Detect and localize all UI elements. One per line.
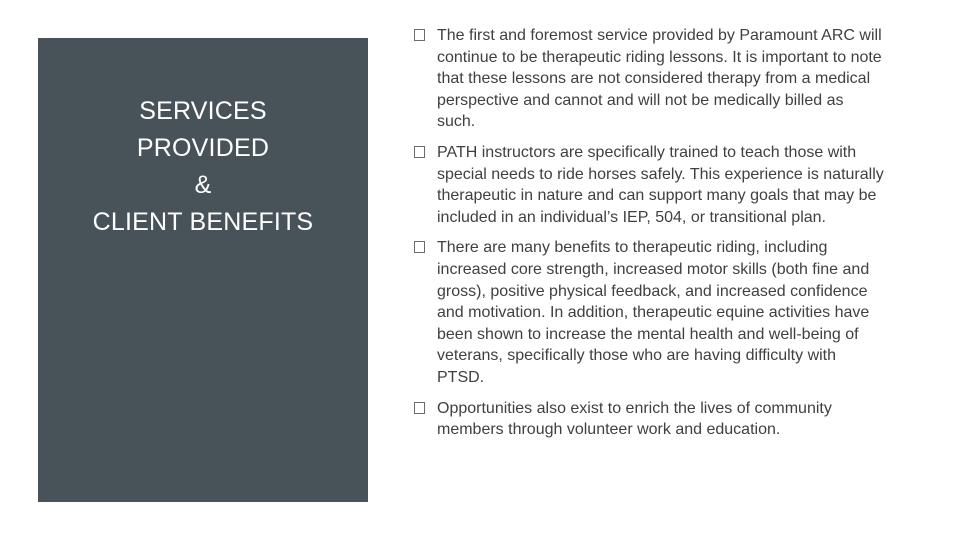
bullet-text: There are many benefits to therapeutic riding, including increased core strength, increased motor skills (both fine and gross), positive physical feedback, and increased confidence and motivation. In addition, therapeutic equine activities have been shown to increase the mental health and well-being of veterans, specifically those who are having difficulty with PTSD. xyxy=(437,239,870,386)
title-line: SERVICES xyxy=(139,97,267,125)
square-bullet-icon xyxy=(414,241,425,253)
square-bullet-icon xyxy=(414,402,425,414)
square-bullet-icon xyxy=(414,146,425,158)
square-bullet-icon xyxy=(414,29,425,41)
bullet-text: The first and foremost service provided by Paramount ARC will continue to be therapeutic riding lessons. It is important to note that these lessons are not considered therapy from a medical perspective and cannot and will not be medically billed as such. xyxy=(437,27,882,131)
title-panel xyxy=(38,38,368,502)
bullet-item xyxy=(414,398,884,441)
bullet-text: PATH instructors are specifically trained to teach those with special needs to ride horses safely. This experience is naturally therapeutic in nature and can support many goals that may be included in an individual’s IEP, 504, or transitional plan. xyxy=(437,143,884,226)
title-line: CLIENT BENEFITS xyxy=(92,208,314,236)
title-line: & xyxy=(194,171,212,199)
bullet-item xyxy=(414,142,884,228)
bullet-list xyxy=(414,25,884,450)
bullet-item xyxy=(414,25,884,133)
title-line: PROVIDED xyxy=(136,134,270,162)
bullet-item xyxy=(414,237,884,388)
slide-title xyxy=(38,93,368,241)
bullet-text: Opportunities also exist to enrich the lives of community members through volunteer work and education. xyxy=(437,399,832,439)
